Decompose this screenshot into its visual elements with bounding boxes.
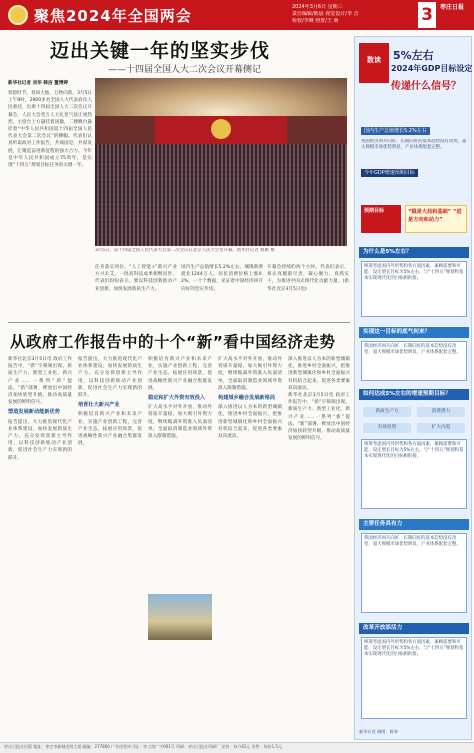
confidence-text: 我国经济回升向好、长期向好的基本趋势没有改变，超大规模市场优势明显，产业体系配套完整。 bbox=[361, 341, 467, 381]
photo-caption: 3月5日，第十四届全国人民代表大会第二次会议在北京人民大会堂开幕。新华社记者 燕雁 摄 bbox=[95, 248, 275, 253]
date-line: 2024年3月6日 星期三 bbox=[292, 4, 343, 10]
second-column-1-text-b: 报告提出，大力推进现代化产业体系建设，加快发展新质生产力。充分发挥创新主导作用，以科技创新推动产业创新，促进社会生产力实现新的跃升。 bbox=[8, 419, 72, 461]
editor-line: 责任编辑/陈晨 视觉设计/李 音 bbox=[292, 11, 359, 17]
second-column-1-text: 新华社北京3月5日电 政府工作报告中，“新”字频频出现。新质生产力、新型工业化、新兴产业……一系列“新”提法、“新”部署，释放出中国经济加快转型升级、推动高质量发展的鲜明信号。 bbox=[8, 357, 72, 406]
section-how: 如何达成5%左右的增速预期目标？ bbox=[359, 389, 469, 400]
main-headline: 迈出关键一年的坚实步伐 bbox=[50, 40, 271, 62]
reform-text: 统筹考虑国内外形势和各方面因素，兼顾需要和可能，设定增长目标为5%左右，与“十四五”规划和基本实现现代化的目标相衔接。 bbox=[361, 637, 467, 719]
second-column-2-text-b: 积极培育新兴产业和未来产业，实施产业创新工程，完善产业生态，拓展应用场景，促进战略性新兴产业融合集群发展。 bbox=[78, 412, 142, 447]
page-number: 3 bbox=[418, 2, 436, 28]
infographic-title-2: 2024年GDP目标设定 bbox=[391, 64, 473, 73]
proof-line: 检校/李琳 照排/王 萌 bbox=[292, 18, 339, 24]
target-box: 预期目标 bbox=[361, 205, 401, 233]
section-confidence: 实现这一目标的底气何来？ bbox=[359, 327, 469, 338]
stat-bar-1: 国内生产总值增长5.2%左右 bbox=[361, 127, 430, 135]
session-photo bbox=[95, 78, 347, 246]
masthead-meta bbox=[292, 4, 412, 25]
second-column-4 bbox=[218, 356, 282, 726]
main-subhead: ——十四届全国人大二次会议开幕侧记 bbox=[108, 65, 262, 75]
second-column-5 bbox=[288, 356, 350, 726]
subheading-3: 稳定和扩大外资有效投入 bbox=[148, 395, 206, 402]
footer-strip: 枣庄日报社出版 地址：枣庄市新城光明大道 邮编：277800 广告经营许可证：枣工商广字001号 印刷：枣庄日报社印刷厂 定价：每月42元 零售：每份1.5元 bbox=[0, 742, 474, 753]
second-column-4-text: 扩大高水平对外开放，推动外贸质升量稳，加大吸引外资力度，继续缩减外资准入负面清单，全面取消制造业领域外资准入限制措施。 bbox=[218, 357, 282, 391]
stat-text-1: 我国经济回升向好、长期向好的基本趋势没有改变，超大规模市场优势明显，产业体系配套完整。 bbox=[361, 139, 467, 151]
photo-ceiling bbox=[95, 78, 347, 116]
stat-bar-2: 今年GDP增速预期目标 bbox=[361, 169, 418, 177]
second-column-3-text-b: 扩大高水平对外开放，推动外贸质升量稳，加大吸引外资力度，继续缩减外资准入负面清单，全面取消制造业领域外资准入限制措施。 bbox=[148, 405, 212, 440]
subheading-4: 构建城乡融合发展新格局 bbox=[218, 395, 276, 402]
byline: 新华社记者 刘华 韩洁 董博婷 bbox=[8, 81, 68, 86]
infographic-logo: 数读 bbox=[359, 43, 389, 83]
article-column-d: 开幕会持续约两个小时。代表们表示，将认真履职尽责，凝心聚力、真抓实干，为推进中国式现代化贡献力量。(新华社北京3月5日电) bbox=[267, 265, 349, 292]
pill-investment: 有效投资 bbox=[363, 423, 411, 433]
village-photo bbox=[148, 594, 212, 640]
masthead bbox=[0, 0, 474, 30]
section-title: 聚焦2024年全国两会 bbox=[34, 7, 192, 25]
second-column-5-text-b: 新华社北京3月5日电 政府工作报告中，“新”字频频出现。新质生产力、新型工业化、新兴产业……一系列“新”提法、“新”部署，释放出中国经济加快转型升级、推动高质量发展的鲜明信号。 bbox=[288, 393, 350, 442]
article-column-b: 任务落实到位。“人工智能+”新兴产业方兴未艾，一批高科技成果相继问世，代表们纷纷表示，要以科技创新推动产业创新，加快发展新质生产力。 bbox=[95, 265, 177, 292]
infographic-credit: 新华社发 制图：陈奉 bbox=[359, 729, 399, 734]
second-column-3-text: 积极培育新兴产业和未来产业，实施产业创新工程，完善产业生态，拓展应用场景，促进战略性新兴产业融合集群发展。 bbox=[148, 357, 212, 391]
section-why: 为什么是5%左右？ bbox=[359, 247, 469, 258]
second-column-4-text-b: 深入推进以人为本的新型城镇化，推进乡村全面振兴，把推进新型城镇化和乡村全面振兴有机结合起来，促进各类要素双向流动。 bbox=[218, 405, 282, 440]
second-column-3 bbox=[148, 356, 212, 586]
section-reform: 改革开放添活力 bbox=[359, 623, 469, 634]
infographic-title-1: 5%左右 bbox=[393, 49, 434, 62]
infographic-title-3: 传递什么信号？ bbox=[391, 81, 461, 92]
second-column-2-text: 报告提出，大力推进现代化产业体系建设，加快发展新质生产力。充分发挥创新主导作用，以科技创新推动产业创新，促进社会生产力实现新的跃升。 bbox=[78, 357, 142, 399]
section-tasks: 主要任务具有力 bbox=[359, 519, 469, 530]
photo-stage bbox=[155, 116, 287, 144]
signal-box: “稳是大局和基础” “进是方向和动力” bbox=[405, 205, 467, 233]
pill-consumption: 消费潜力 bbox=[417, 407, 465, 417]
second-column-5-text: 深入推进以人为本的新型城镇化，推进乡村全面振兴，把推进新型城镇化和乡村全面振兴有机结合起来，促进各类要素双向流动。 bbox=[288, 357, 350, 391]
divider bbox=[8, 322, 350, 323]
pill-demand: 扩大内需 bbox=[417, 423, 465, 433]
subheading-2: 培育壮大新兴产业 bbox=[78, 402, 120, 409]
tasks-text: 我国经济回升向好、长期向好的基本趋势没有改变，超大规模市场优势明显，产业体系配套完整。 bbox=[361, 533, 467, 613]
second-column-2 bbox=[78, 356, 142, 726]
how-text: 统筹考虑国内外形势和各方面因素，兼顾需要和可能，设定增长目标为5%左右，与“十四五”规划和基本实现现代化的目标相衔接。 bbox=[361, 439, 467, 509]
emblem-icon bbox=[8, 5, 28, 25]
subheading-1: 塑造发展新动能新优势 bbox=[8, 409, 60, 416]
photo-audience bbox=[95, 144, 347, 246]
article-column-c: 国内生产总值增长5.2%左右，城镇新增就业1244万人，居民消费价格上涨0.2%。一个个数据，见证着中国经济回升向好的坚实步伐。 bbox=[181, 265, 263, 292]
paper-name: 枣庄日报 bbox=[440, 4, 465, 11]
article-column-a: 惊蛰时节，春回大地，万物向新。3月5日上午9时，2900多名全国人大代表肩负人民重托，出席十四届全国人大二次会议开幕会。人民大会堂万人大礼堂气氛庄重热烈，主席台上方悬挂着国徽，二楼眺台悬挂着“中华人民共和国第十四届全国人民代表大会第二次会议”的横幅。代表们认真听取政府工作报告，共商国是、共谋发展，汇聚起奋进新征程的强大合力。今年是中华人民共和国成立75周年，是实现“十四五”规划目标任务的关键一年。 bbox=[8, 91, 92, 169]
second-column-1 bbox=[8, 356, 72, 726]
pill-productivity: 新质生产力 bbox=[363, 407, 411, 417]
gdp-infographic bbox=[354, 36, 472, 740]
why-text: 统筹考虑国内外形势和各方面因素，兼顾需要和可能，设定增长目标为5%左右，与“十四五”规划和基本实现现代化的目标相衔接。 bbox=[361, 261, 467, 317]
second-headline: 从政府工作报告中的十个“新”看中国经济走势 bbox=[10, 333, 336, 351]
